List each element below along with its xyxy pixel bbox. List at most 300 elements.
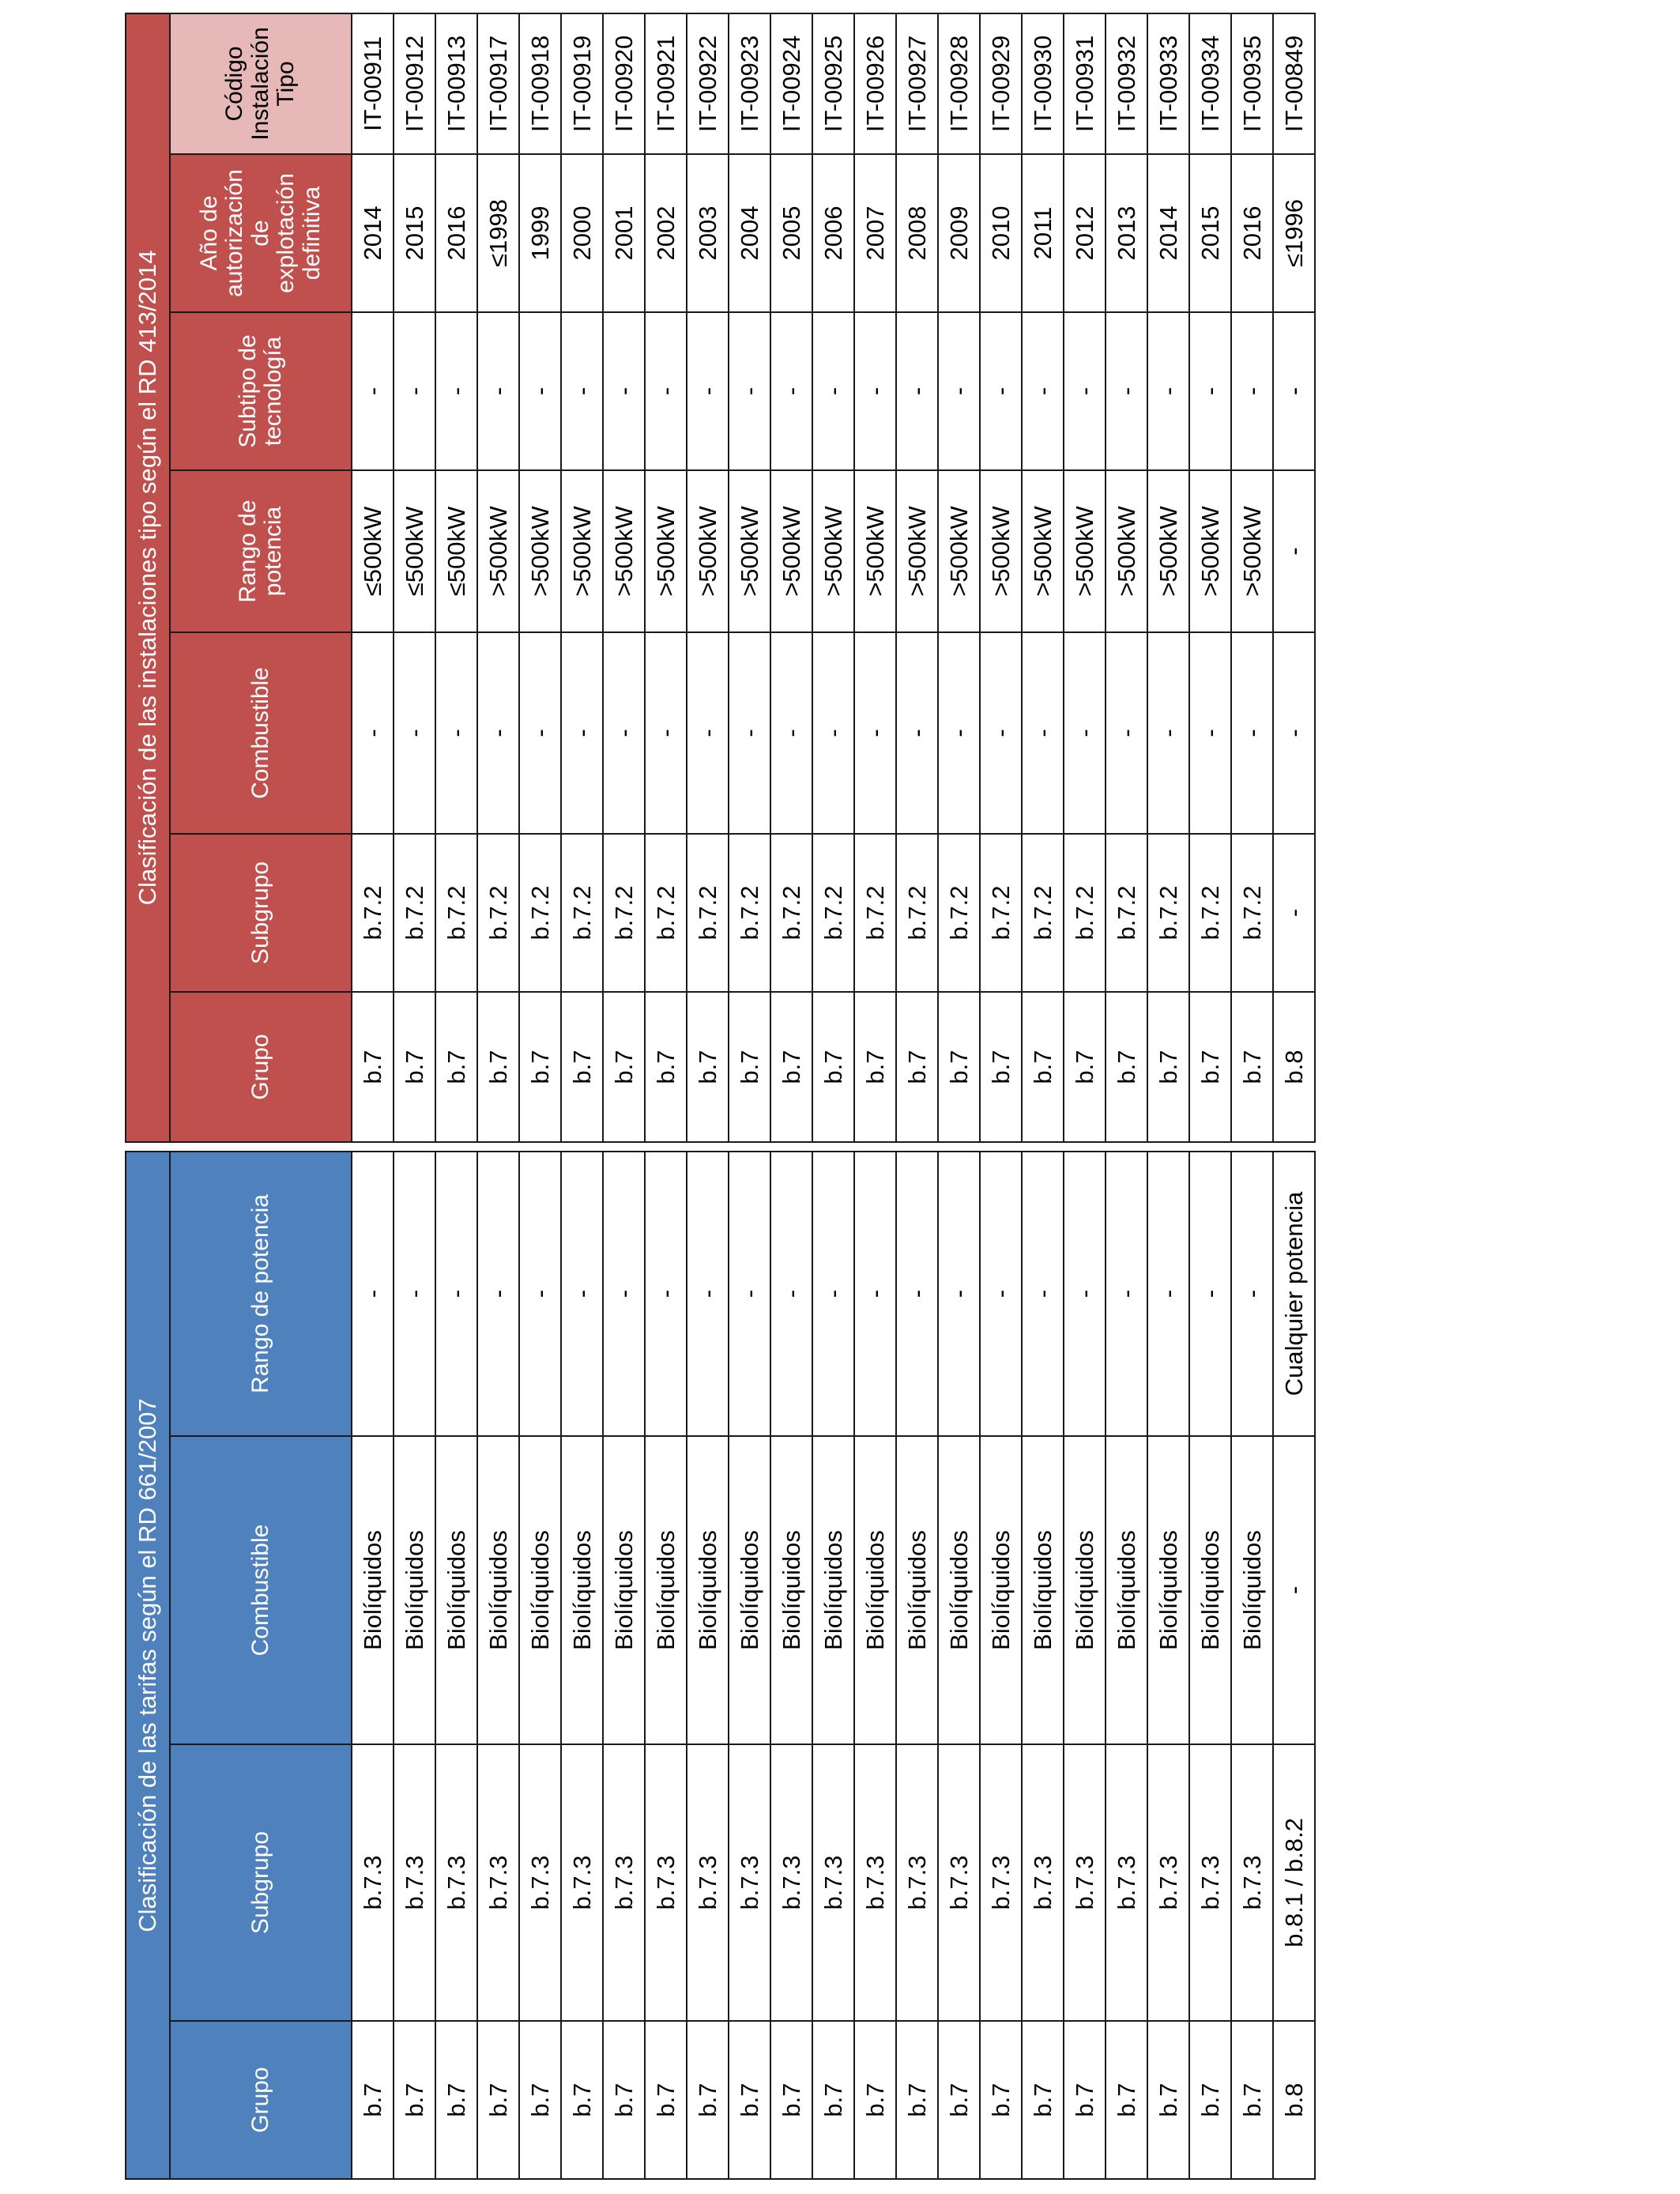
table-cell: - [896,312,938,470]
table-cell: 1999 [519,154,561,312]
table-cell: - [1064,312,1106,470]
table-cell: - [980,632,1022,834]
table-cell: - [1064,632,1106,834]
table-cell: - [477,312,519,470]
table-cell: - [603,632,645,834]
table-row [1147,1152,1189,2179]
table-cell: - [1231,1152,1273,1436]
table-cell: - [938,312,980,470]
table-cell: b.7 [519,992,561,1142]
table-cell: - [687,632,729,834]
table-cell: 2000 [561,154,603,312]
table-row [477,13,519,1142]
table-cell: b.7.2 [435,834,477,992]
table-cell: b.7 [938,992,980,1142]
table-cell: - [352,312,394,470]
table-cell: 2001 [603,154,645,312]
table-cell: - [770,632,812,834]
table-cell: b.7 [645,992,687,1142]
table-cell: - [812,312,854,470]
table-cell: b.7 [1064,2021,1106,2179]
table-cell: Biolíquidos [645,1436,687,1744]
table-cell: b.7.3 [561,1744,603,2021]
table-cell: - [1231,312,1273,470]
table-row [1064,13,1106,1142]
rd661-table-body [352,1152,1315,2179]
table-cell: b.7 [435,2021,477,2179]
table-cell: b.7.3 [938,1744,980,2021]
table-row [394,13,435,1142]
table-cell: - [1147,632,1189,834]
table-cell: IT-00929 [980,13,1022,154]
table-cell: - [687,312,729,470]
table-cell: Biolíquidos [394,1436,435,1744]
table-cell: - [352,1152,394,1436]
table-cell: IT-00911 [352,13,394,154]
table-cell: 2013 [1106,154,1147,312]
table-cell: 2015 [394,154,435,312]
table-cell: IT-00935 [1231,13,1273,154]
table-cell: - [561,632,603,834]
table-cell: b.7 [477,992,519,1142]
table-cell: Biolíquidos [729,1436,770,1744]
table-cell: Biolíquidos [1147,1436,1189,1744]
table-cell: IT-00928 [938,13,980,154]
table-cell: - [770,312,812,470]
table-cell: b.7 [770,992,812,1142]
table-cell: - [561,312,603,470]
rd413-table [125,13,1316,1143]
table-cell: 2002 [645,154,687,312]
table-cell: b.7.3 [1022,1744,1064,2021]
table-cell: ≤500kW [394,470,435,632]
table-cell: b.7.2 [477,834,519,992]
table-row [896,13,938,1142]
table-row [1022,1152,1064,2179]
table-cell: IT-00923 [729,13,770,154]
table-cell: - [1064,1152,1106,1436]
table-cell: b.7.3 [896,1744,938,2021]
table-cell: IT-00933 [1147,13,1189,154]
table-cell: b.7 [1231,992,1273,1142]
table-cell: - [519,632,561,834]
table-row [519,13,561,1142]
table-cell: - [394,312,435,470]
table-cell: Biolíquidos [1189,1436,1231,1744]
table-cell: >500kW [896,470,938,632]
table-cell: b.7.3 [394,1744,435,2021]
table-cell: - [1189,1152,1231,1436]
table-row [687,13,729,1142]
table-row [561,1152,603,2179]
table-cell: b.7.3 [1106,1744,1147,2021]
table-row [394,1152,435,2179]
table-cell: - [1022,632,1064,834]
table-cell: Biolíquidos [519,1436,561,1744]
table-cell: b.7 [980,992,1022,1142]
table-cell: b.7.3 [770,1744,812,2021]
table-cell: b.7.2 [687,834,729,992]
table-cell: >500kW [477,470,519,632]
table-cell: b.7.3 [687,1744,729,2021]
table-cell: - [896,632,938,834]
table-cell: b.7.3 [1231,1744,1273,2021]
table-row [1106,13,1147,1142]
table-cell: - [394,1152,435,1436]
table-cell: b.7 [352,2021,394,2179]
table-cell: - [1231,632,1273,834]
table-cell: Biolíquidos [435,1436,477,1744]
table-cell: - [435,312,477,470]
table-cell: - [687,1152,729,1436]
table-row [352,13,394,1142]
table-row [435,13,477,1142]
table-cell: >500kW [1022,470,1064,632]
table-cell: b.8 [1273,992,1315,1142]
table-cell: IT-00927 [896,13,938,154]
table-cell: - [812,632,854,834]
table-cell: Cualquier potencia [1273,1152,1315,1436]
table-row [1273,1152,1315,2179]
table-row [1273,13,1315,1142]
rd661-header-rango-potencia: Rango de potencia [170,1152,352,1436]
table-row [980,1152,1022,2179]
table-cell: - [854,632,896,834]
table-cell: b.7 [1147,2021,1189,2179]
table-cell: - [896,1152,938,1436]
table-cell: b.7 [435,992,477,1142]
table-cell: Biolíquidos [1231,1436,1273,1744]
table-cell: - [1273,834,1315,992]
rd413-header-grupo: Grupo [170,992,352,1142]
table-row [1231,13,1273,1142]
table-cell: - [1147,1152,1189,1436]
table-cell: b.7 [729,2021,770,2179]
table-cell: >500kW [519,470,561,632]
table-cell: 2003 [687,154,729,312]
table-cell: Biolíquidos [812,1436,854,1744]
rd413-header-rango-potencia: Rango de potencia [170,470,352,632]
table-cell: b.7 [896,2021,938,2179]
rd661-header-row [170,1152,352,2179]
table-cell: IT-00932 [1106,13,1147,154]
table-cell: b.7.2 [394,834,435,992]
table-cell: b.7 [603,992,645,1142]
table-cell: b.7 [603,2021,645,2179]
table-cell: - [938,632,980,834]
table-cell: IT-00918 [519,13,561,154]
rd413-header-subgrupo: Subgrupo [170,834,352,992]
table-cell: - [1273,1436,1315,1744]
table-row [938,1152,980,2179]
table-cell: b.7 [854,2021,896,2179]
table-cell: Biolíquidos [687,1436,729,1744]
table-cell: IT-00919 [561,13,603,154]
table-row [729,1152,770,2179]
table-cell: b.7 [687,992,729,1142]
table-row [1147,13,1189,1142]
table-cell: b.7 [812,2021,854,2179]
table-cell: b.7.3 [1064,1744,1106,2021]
table-cell: - [729,632,770,834]
table-cell: - [980,1152,1022,1436]
table-cell: b.7 [645,2021,687,2179]
table-row [812,1152,854,2179]
table-cell: IT-00922 [687,13,729,154]
table-cell: b.7.2 [770,834,812,992]
table-cell: >500kW [980,470,1022,632]
table-cell: - [1106,632,1147,834]
table-cell: >500kW [561,470,603,632]
table-cell: >500kW [603,470,645,632]
table-cell: - [729,312,770,470]
table-cell: Biolíquidos [1064,1436,1106,1744]
table-row [1022,13,1064,1142]
table-cell: b.7 [854,992,896,1142]
rd413-header-subtipo-tecnologia: Subtipo de tecnología [170,312,352,470]
table-cell: b.7.3 [980,1744,1022,2021]
rd413-header-codigo-instalacion: Código Instalación Tipo [170,13,352,154]
table-cell: b.7.2 [812,834,854,992]
table-cell: b.7 [1064,992,1106,1142]
table-cell: >500kW [687,470,729,632]
table-row [1106,1152,1147,2179]
table-cell: Biolíquidos [603,1436,645,1744]
table-cell: b.8 [1273,2021,1315,2179]
table-row [854,13,896,1142]
table-cell: ≤1996 [1273,154,1315,312]
table-cell: b.7 [729,992,770,1142]
table-cell: IT-00931 [1064,13,1106,154]
table-cell: >500kW [1189,470,1231,632]
table-cell: 2015 [1189,154,1231,312]
table-cell: 2010 [980,154,1022,312]
table-cell: b.7.3 [1147,1744,1189,2021]
table-cell: IT-00924 [770,13,812,154]
rd661-table [125,1151,1316,2180]
table-cell: Biolíquidos [561,1436,603,1744]
table-row [645,13,687,1142]
table-cell: >500kW [812,470,854,632]
table-cell: b.7 [561,992,603,1142]
table-row [812,13,854,1142]
table-cell: - [645,312,687,470]
table-cell: IT-00934 [1189,13,1231,154]
table-cell: - [477,1152,519,1436]
table-row [645,1152,687,2179]
table-cell: Biolíquidos [1022,1436,1064,1744]
table-row [938,13,980,1142]
table-cell: b.7.2 [1064,834,1106,992]
table-cell: - [435,632,477,834]
table-cell: >500kW [1106,470,1147,632]
table-cell: b.7 [1022,992,1064,1142]
rd413-table-title: Clasificación de las instalaciones tipo según el RD 413/2014 [126,13,170,1142]
table-cell: b.7.3 [603,1744,645,2021]
table-cell: b.7.2 [854,834,896,992]
table-cell: b.7 [561,2021,603,2179]
table-cell: b.7.3 [645,1744,687,2021]
table-cell: b.7 [477,2021,519,2179]
table-cell: >500kW [770,470,812,632]
table-cell: b.7 [980,2021,1022,2179]
table-cell: 2014 [1147,154,1189,312]
table-cell: b.7 [687,2021,729,2179]
table-cell: >500kW [854,470,896,632]
table-cell: IT-00917 [477,13,519,154]
table-cell: 2006 [812,154,854,312]
rd661-header-grupo: Grupo [170,2021,352,2179]
table-cell: IT-00913 [435,13,477,154]
table-cell: - [1106,312,1147,470]
table-cell: - [1273,470,1315,632]
table-cell: ≤500kW [352,470,394,632]
table-cell: >500kW [645,470,687,632]
table-cell: >500kW [1064,470,1106,632]
table-cell: - [477,632,519,834]
table-cell: b.7 [812,992,854,1142]
rd413-table-body [352,13,1315,1142]
table-cell: Biolíquidos [938,1436,980,1744]
table-cell: b.7 [519,2021,561,2179]
table-cell: IT-00921 [645,13,687,154]
table-cell: - [1273,632,1315,834]
table-cell: b.7 [896,992,938,1142]
table-row [770,1152,812,2179]
table-row [854,1152,896,2179]
table-cell: Biolíquidos [854,1436,896,1744]
table-cell: b.7.3 [1189,1744,1231,2021]
rd413-header-combustible: Combustible [170,632,352,834]
table-cell: - [854,1152,896,1436]
table-cell: >500kW [938,470,980,632]
table-cell: b.7 [770,2021,812,2179]
rd661-header-subgrupo: Subgrupo [170,1744,352,2021]
table-cell: >500kW [1147,470,1189,632]
table-cell: - [1022,1152,1064,1436]
table-cell: b.7.2 [645,834,687,992]
table-cell: - [1022,312,1064,470]
table-cell: IT-00912 [394,13,435,154]
table-cell: b.7.2 [561,834,603,992]
table-cell: b.7.3 [352,1744,394,2021]
table-cell: Biolíquidos [770,1436,812,1744]
rd413-header-ano-autorizacion: Año de autorización de explotación definitiva [170,154,352,312]
table-cell: 2009 [938,154,980,312]
table-cell: Biolíquidos [352,1436,394,1744]
table-row [1189,13,1231,1142]
table-cell: - [561,1152,603,1436]
table-cell: b.7 [1231,2021,1273,2179]
table-cell: Biolíquidos [980,1436,1022,1744]
table-cell: - [1147,312,1189,470]
table-cell: - [645,1152,687,1436]
table-cell: - [1106,1152,1147,1436]
table-cell: - [938,1152,980,1436]
table-cell: b.7.3 [854,1744,896,2021]
table-cell: - [980,312,1022,470]
table-cell: 2016 [435,154,477,312]
table-row [352,1152,394,2179]
table-cell: - [519,1152,561,1436]
table-cell: b.7 [394,992,435,1142]
table-cell: - [1189,312,1231,470]
table-cell: 2011 [1022,154,1064,312]
table-cell: b.7 [1189,992,1231,1142]
table-cell: b.7 [1022,2021,1064,2179]
table-cell: - [435,1152,477,1436]
table-cell: b.7.2 [896,834,938,992]
table-cell: IT-00925 [812,13,854,154]
table-cell: IT-00930 [1022,13,1064,154]
table-cell: - [812,1152,854,1436]
table-cell: b.7.2 [980,834,1022,992]
table-cell: ≤500kW [435,470,477,632]
table-cell: - [729,1152,770,1436]
table-cell: 2014 [352,154,394,312]
table-cell: 2016 [1231,154,1273,312]
table-cell: - [603,1152,645,1436]
table-row [603,1152,645,2179]
table-cell: b.7.2 [938,834,980,992]
table-row [770,13,812,1142]
table-cell: IT-00926 [854,13,896,154]
table-cell: b.7.2 [603,834,645,992]
table-cell: - [770,1152,812,1436]
table-row [980,13,1022,1142]
table-row [687,1152,729,2179]
table-row [603,13,645,1142]
table-cell: b.7 [352,992,394,1142]
rd661-header-combustible: Combustible [170,1436,352,1744]
table-cell: >500kW [729,470,770,632]
table-cell: b.7.2 [729,834,770,992]
table-cell: 2005 [770,154,812,312]
table-cell: b.7 [1147,992,1189,1142]
table-cell: b.7 [1189,2021,1231,2179]
table-cell: IT-00920 [603,13,645,154]
table-row [1064,1152,1106,2179]
table-row [729,13,770,1142]
table-cell: IT-00849 [1273,13,1315,154]
table-cell: b.7.3 [812,1744,854,2021]
table-cell: - [645,632,687,834]
table-cell: b.7.2 [1147,834,1189,992]
table-cell: 2004 [729,154,770,312]
table-cell: 2008 [896,154,938,312]
table-cell: - [394,632,435,834]
table-cell: - [854,312,896,470]
rd661-table-title: Clasificación de las tarifas según el RD 661/2007 [126,1152,170,2179]
table-cell: 2007 [854,154,896,312]
table-cell: - [352,632,394,834]
table-row [1231,1152,1273,2179]
table-row [519,1152,561,2179]
table-row [896,1152,938,2179]
table-cell: b.7.3 [477,1744,519,2021]
table-cell: - [1189,632,1231,834]
table-cell: b.7.2 [1189,834,1231,992]
table-row [477,1152,519,2179]
table-row [435,1152,477,2179]
table-cell: 2012 [1064,154,1106,312]
table-cell: b.7 [1106,992,1147,1142]
table-cell: - [603,312,645,470]
table-row [1189,1152,1231,2179]
table-cell: b.8.1 / b.8.2 [1273,1744,1315,2021]
table-cell: b.7 [1106,2021,1147,2179]
table-cell: Biolíquidos [896,1436,938,1744]
